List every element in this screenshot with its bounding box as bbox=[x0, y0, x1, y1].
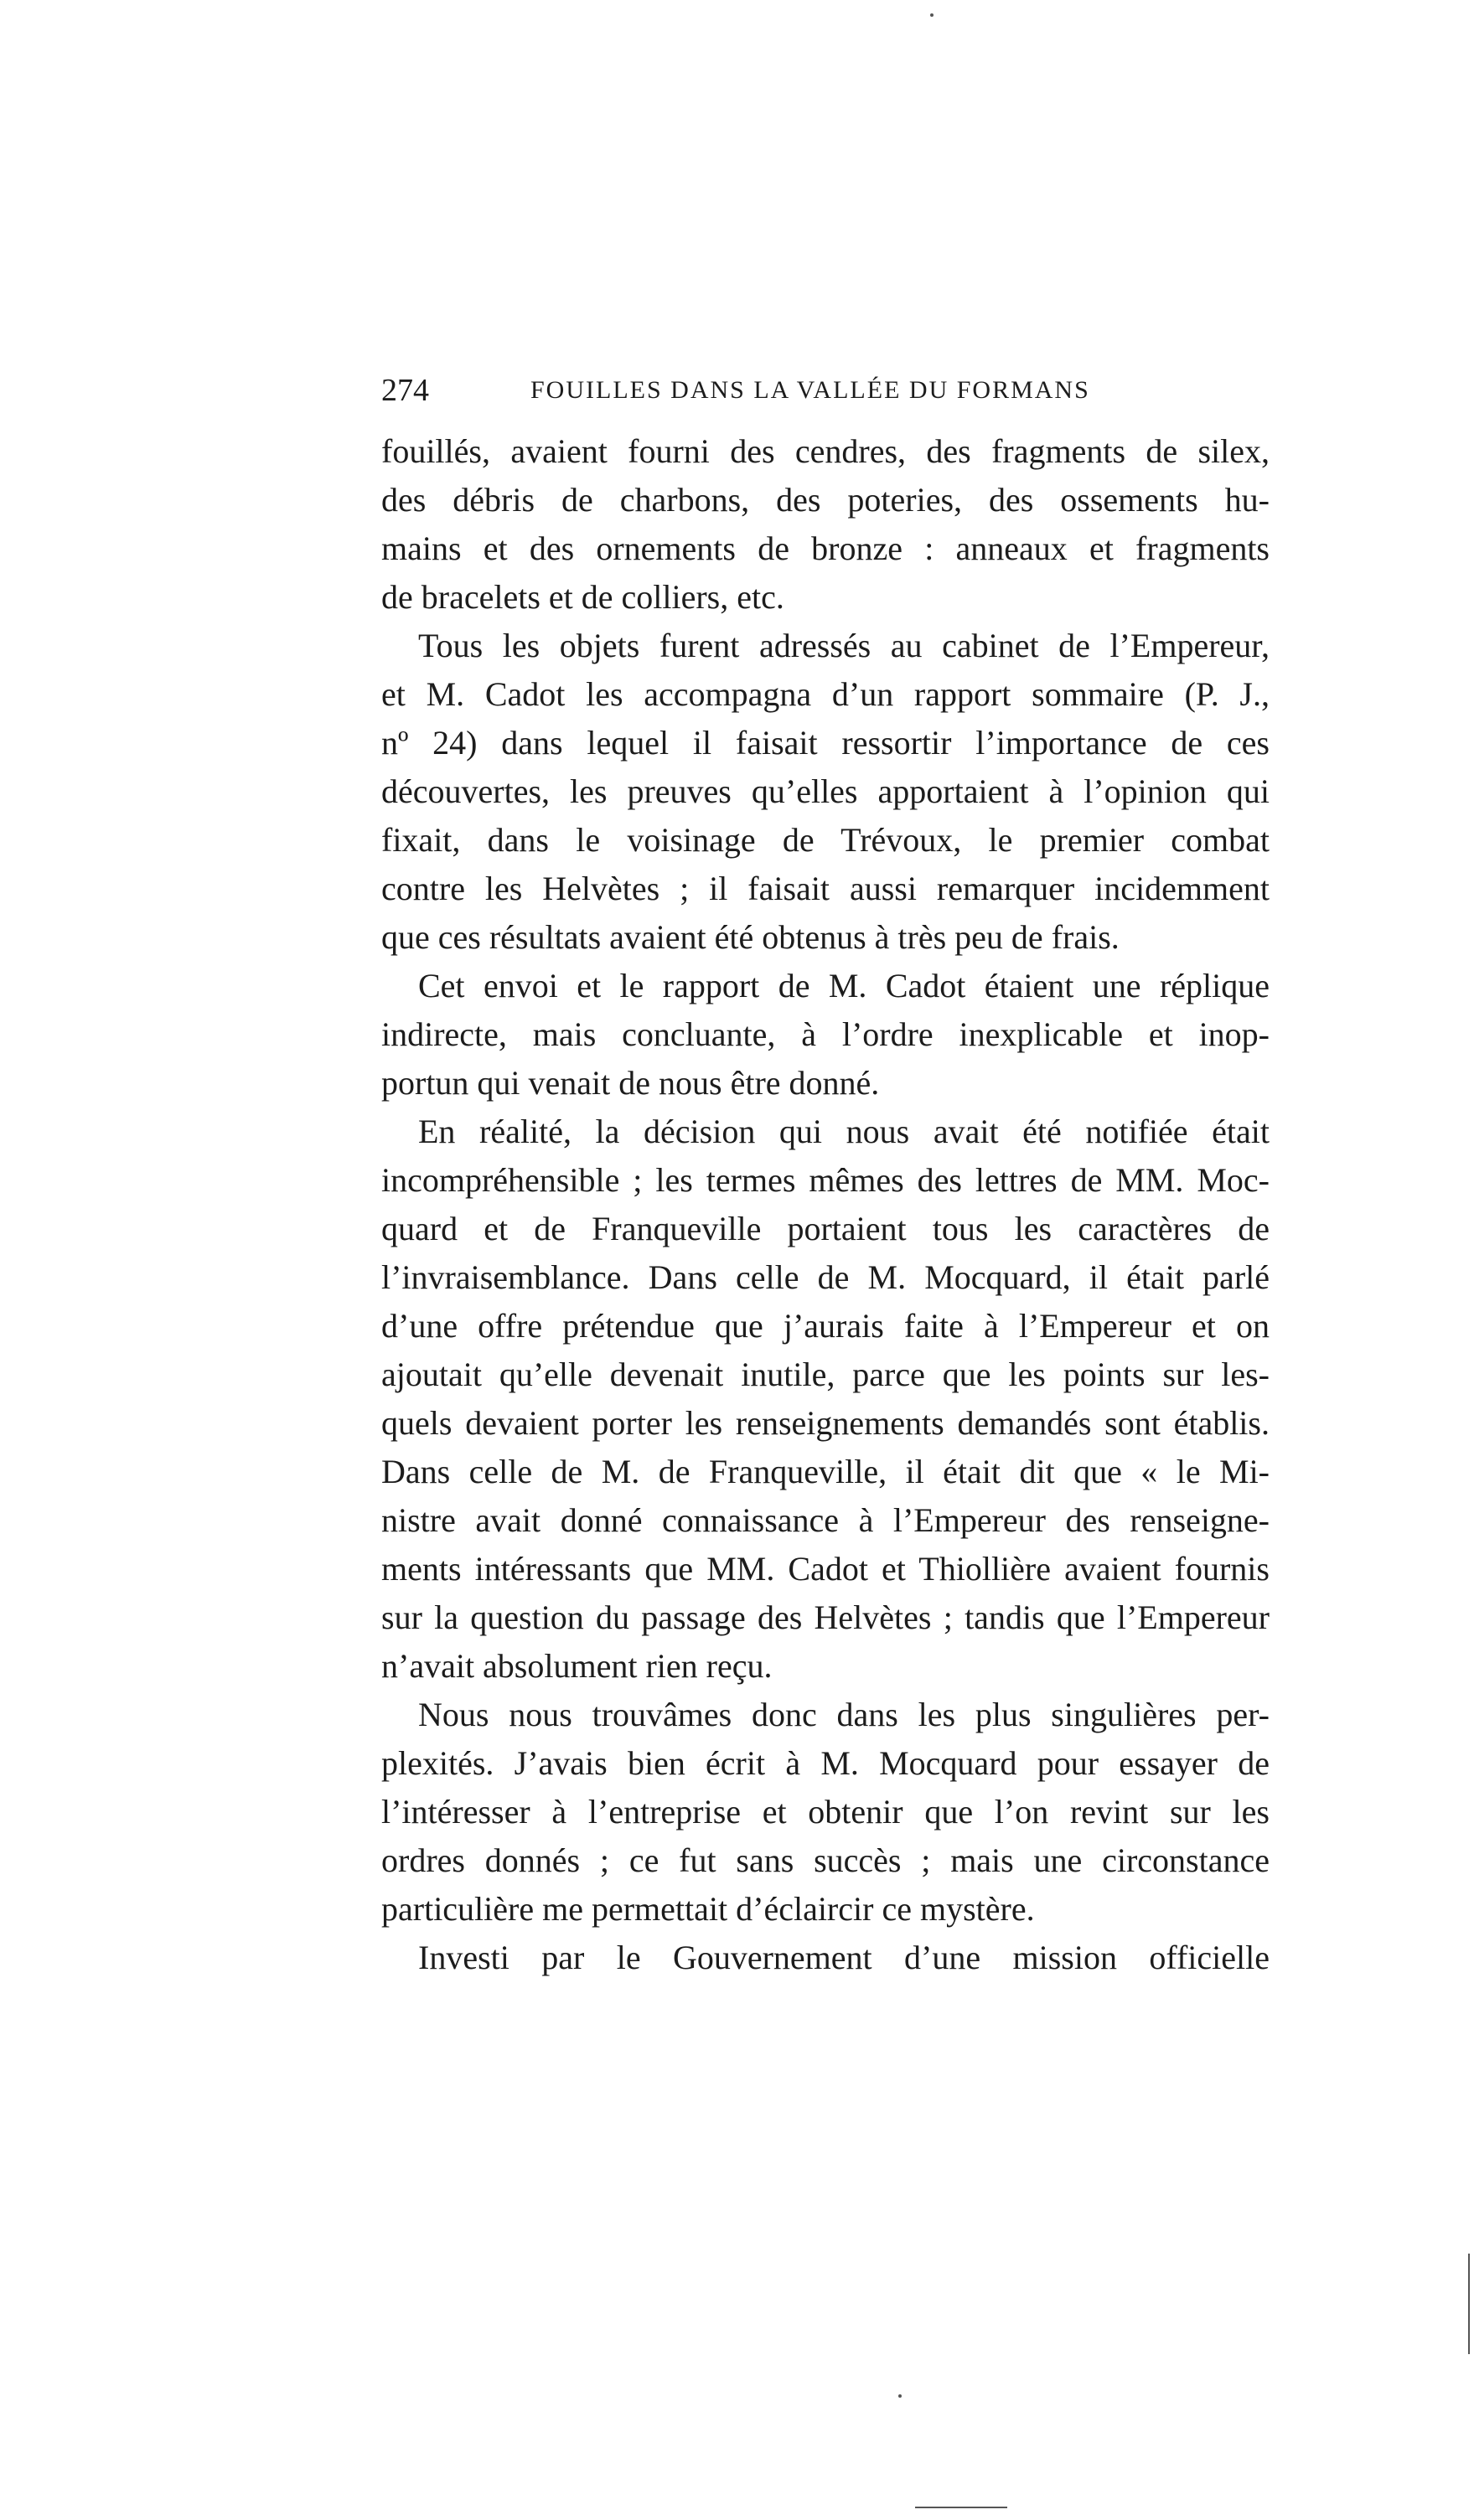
text-line: ments intéressants que MM. Cadot et Thiollière avaient fournis bbox=[381, 1550, 1270, 1588]
text-line: nistre avait donné connaissance à l’Empereur des renseigne- bbox=[381, 1501, 1270, 1539]
text-line: Nous nous trouvâmes donc dans les plus singulières per- bbox=[418, 1696, 1270, 1733]
text-line: quard et de Franqueville portaient tous les caractères de bbox=[381, 1210, 1270, 1247]
text-line: de bracelets et de colliers, etc. bbox=[381, 578, 784, 616]
text-line: contre les Helvètes ; il faisait aussi remarquer incidemment bbox=[381, 870, 1270, 907]
text-line: Investi par le Gouvernement d’une mission officielle bbox=[418, 1939, 1270, 1976]
scan-speck bbox=[930, 13, 934, 17]
page-number: 274 bbox=[381, 373, 429, 408]
text-line: des débris de charbons, des poteries, des ossements hu- bbox=[381, 481, 1270, 519]
text-line: sur la question du passage des Helvètes ; tandis que l’Empereur bbox=[381, 1598, 1270, 1636]
text-line: nº 24) dans lequel il faisait ressortir l’importance de ces bbox=[381, 724, 1270, 762]
text-line: quels devaient porter les renseignements demandés sont établis. bbox=[381, 1404, 1270, 1442]
text-line: Dans celle de M. de Franqueville, il était dit que « le Mi- bbox=[381, 1453, 1270, 1490]
text-line: l’invraisemblance. Dans celle de M. Mocquard, il était parlé bbox=[381, 1258, 1270, 1296]
text-line: indirecte, mais concluante, à l’ordre inexplicable et inop- bbox=[381, 1015, 1270, 1053]
text-line: Cet envoi et le rapport de M. Cadot étaient une réplique bbox=[418, 967, 1270, 1004]
text-line: Tous les objets furent adressés au cabinet de l’Empereur, bbox=[418, 627, 1270, 664]
text-line: fixait, dans le voisinage de Trévoux, le premier combat bbox=[381, 821, 1270, 859]
text-line: ajoutait qu’elle devenait inutile, parce que les points sur les- bbox=[381, 1356, 1270, 1393]
running-head bbox=[381, 365, 1270, 416]
text-line: mains et des ornements de bronze : anneaux et fragments bbox=[381, 529, 1270, 567]
text-line: fouillés, avaient fourni des cendres, des fragments de silex, bbox=[381, 432, 1270, 470]
edge-line bbox=[915, 2507, 1007, 2508]
text-line: et M. Cadot les accompagna d’un rapport sommaire (P. J., bbox=[381, 675, 1270, 713]
text-line: d’une offre prétendue que j’aurais faite à l’Empereur et on bbox=[381, 1307, 1270, 1345]
text-line: En réalité, la décision qui nous avait été notifiée était bbox=[418, 1113, 1270, 1150]
scan-speck bbox=[898, 2394, 902, 2398]
text-line: particulière me permettait d’éclaircir ce mystère. bbox=[381, 1890, 1035, 1928]
text-line: plexités. J’avais bien écrit à M. Mocquard pour essayer de bbox=[381, 1744, 1270, 1782]
text-line: découvertes, les preuves qu’elles apportaient à l’opinion qui bbox=[381, 772, 1270, 810]
body-text bbox=[381, 427, 1270, 1982]
text-line: l’intéresser à l’entreprise et obtenir que l’on revint sur les bbox=[381, 1793, 1270, 1831]
text-line: ordres donnés ; ce fut sans succès ; mais une circonstance bbox=[381, 1841, 1270, 1879]
running-title: FOUILLES DANS LA VALLÉE DU FORMANS bbox=[530, 376, 1090, 404]
text-line: incompréhensible ; les termes mêmes des lettres de MM. Moc- bbox=[381, 1161, 1270, 1199]
edge-line bbox=[1468, 2254, 1470, 2354]
text-line: que ces résultats avaient été obtenus à très peu de frais. bbox=[381, 918, 1120, 956]
text-line: n’avait absolument rien reçu. bbox=[381, 1647, 773, 1685]
text-line: portun qui venait de nous être donné. bbox=[381, 1064, 880, 1102]
